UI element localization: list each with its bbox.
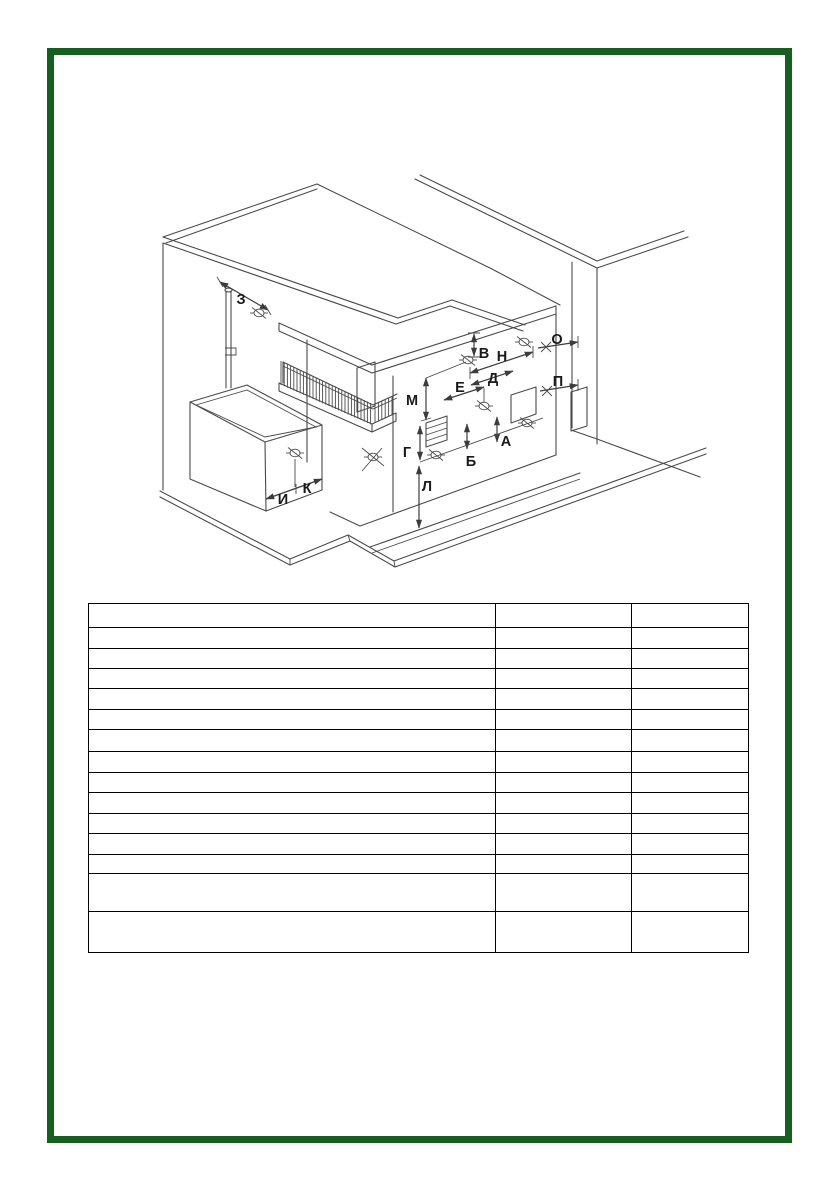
table-cell <box>496 710 632 730</box>
table-cell <box>496 649 632 669</box>
table-cell <box>89 874 496 912</box>
dimension-label-К: К <box>302 481 312 497</box>
vent-grille <box>426 416 447 447</box>
dimension-label-Л: Л <box>421 479 433 495</box>
flue-terminal-icon <box>250 308 268 319</box>
table-cell <box>89 689 496 710</box>
table-row <box>89 855 749 874</box>
dimension-label-П: П <box>552 374 564 390</box>
table-cell <box>632 689 749 710</box>
dimension-label-З: З <box>236 292 246 308</box>
dimension-label-Д: Д <box>487 371 499 387</box>
table-row <box>89 710 749 730</box>
ground-lines <box>160 448 706 567</box>
dimension-label-Н: Н <box>496 349 508 365</box>
dimension-labels <box>236 292 563 508</box>
table-cell <box>632 604 749 628</box>
table-cell <box>496 912 632 953</box>
table-cell <box>496 874 632 912</box>
table-cell <box>632 752 749 773</box>
clearance-table <box>88 603 749 953</box>
table-cell <box>496 689 632 710</box>
dimension-label-А: А <box>500 434 512 450</box>
table-row <box>89 689 749 710</box>
table-cell <box>496 730 632 752</box>
table-cell <box>632 814 749 834</box>
table-cell <box>632 834 749 855</box>
table-cell <box>632 730 749 752</box>
table-cell <box>89 912 496 953</box>
table-cell <box>496 814 632 834</box>
table-row <box>89 814 749 834</box>
table-row <box>89 773 749 793</box>
table-row <box>89 912 749 953</box>
table-cell <box>89 752 496 773</box>
table-row <box>89 730 749 752</box>
table-cell <box>632 793 749 814</box>
dimension-label-М: М <box>405 393 419 409</box>
table-cell <box>632 628 749 649</box>
table-cell <box>89 814 496 834</box>
dimension-label-Г: Г <box>402 445 412 461</box>
table-cell <box>496 773 632 793</box>
table-cell <box>89 773 496 793</box>
table-cell <box>632 912 749 953</box>
table-cell <box>496 793 632 814</box>
table-cell <box>496 855 632 874</box>
table-cell <box>89 649 496 669</box>
adjacent-building-door <box>571 387 587 431</box>
table-cell <box>496 604 632 628</box>
table-row <box>89 649 749 669</box>
window <box>511 387 536 423</box>
table-cell <box>89 604 496 628</box>
flue-terminal-icon <box>362 448 384 466</box>
table-row <box>89 669 749 689</box>
table-cell <box>632 855 749 874</box>
dimension-label-Б: Б <box>465 454 477 470</box>
table-row <box>89 628 749 649</box>
table-cell <box>89 710 496 730</box>
table-row <box>89 834 749 855</box>
table-cell <box>89 628 496 649</box>
table-cell <box>632 649 749 669</box>
table-row <box>89 793 749 814</box>
table-cell <box>496 669 632 689</box>
dimension-label-О: О <box>551 332 563 348</box>
balcony <box>279 361 397 432</box>
flue-terminal-icon <box>515 337 533 348</box>
terminal-positions-figure <box>150 165 710 575</box>
table-cell <box>89 669 496 689</box>
dimension-label-В: В <box>478 346 490 362</box>
table-cell <box>89 855 496 874</box>
table-row <box>89 604 749 628</box>
table-cell <box>89 834 496 855</box>
table-cell <box>89 793 496 814</box>
table-cell <box>632 874 749 912</box>
wing-roof <box>279 306 556 373</box>
table-cell <box>632 669 749 689</box>
dimension-label-Е: Е <box>455 380 465 396</box>
table-row <box>89 752 749 773</box>
table-cell <box>632 773 749 793</box>
dimension-label-И: И <box>277 492 289 508</box>
flue-terminal-icon <box>475 401 493 412</box>
flue-terminal-icon <box>286 448 304 459</box>
house-isometric-drawing <box>150 165 710 575</box>
table-cell <box>496 752 632 773</box>
table-row <box>89 874 749 912</box>
table-cell <box>496 628 632 649</box>
soil-pipe <box>225 288 236 388</box>
table-cell <box>632 710 749 730</box>
adjacent-building <box>415 175 700 477</box>
table-cell <box>89 730 496 752</box>
table-cell <box>496 834 632 855</box>
